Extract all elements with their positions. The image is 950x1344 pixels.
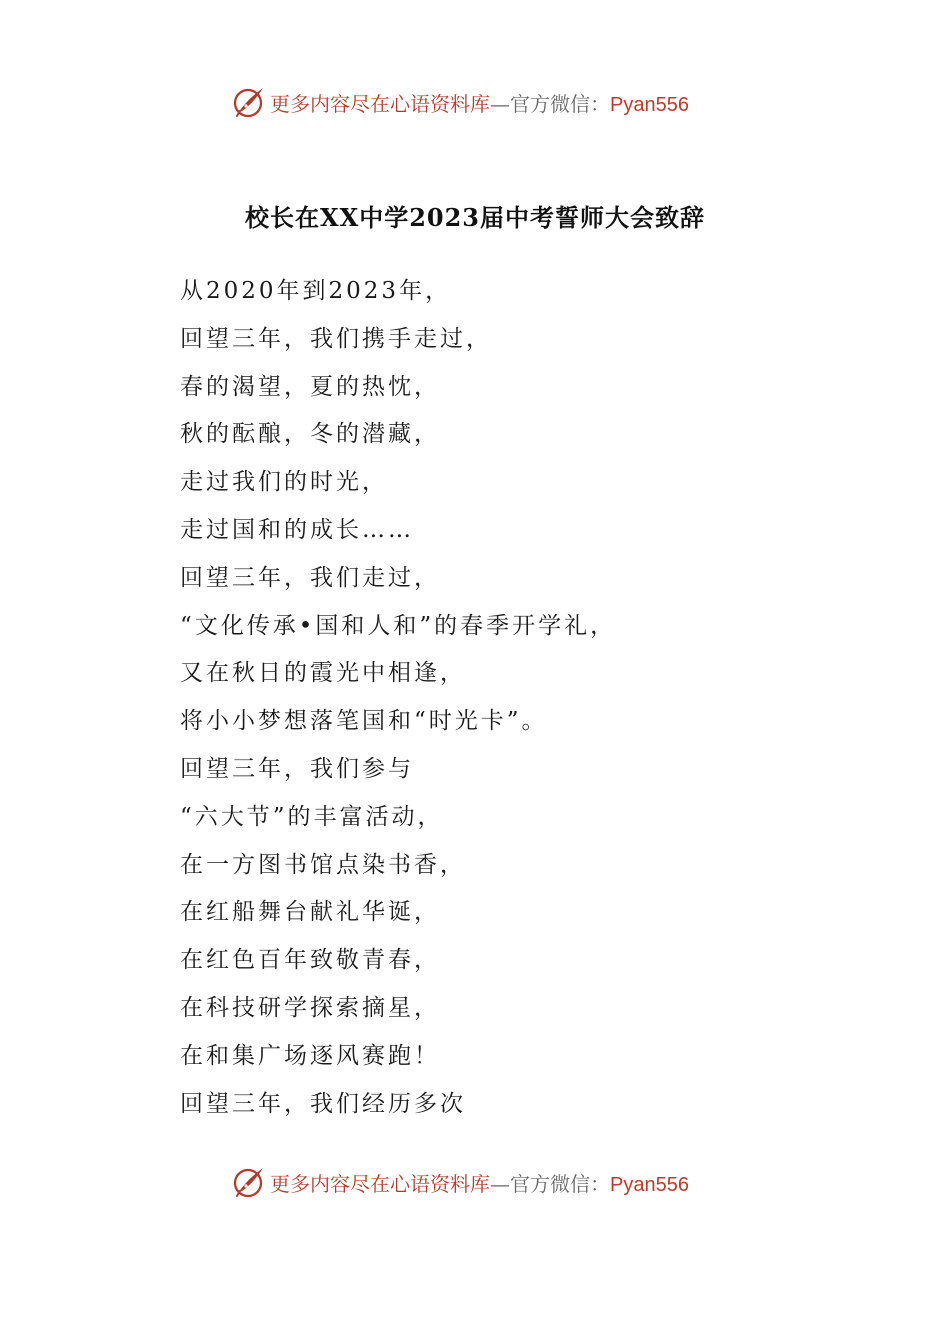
- quill-pen-logo-icon: [230, 1164, 266, 1200]
- banner-wechat-label: —官方微信：: [490, 91, 610, 116]
- text-line: “六大节”的丰富活动，: [180, 803, 444, 830]
- text-line: 回望三年，我们经历多次: [180, 1090, 466, 1117]
- banner-site-name: 更多内容尽在心语资料库: [270, 91, 490, 116]
- quill-pen-logo-icon: [230, 84, 266, 120]
- banner-site-name: 更多内容尽在心语资料库: [270, 1171, 490, 1196]
- text-line: 回望三年，我们走过，: [180, 564, 440, 591]
- text-line: “文化传承•国和人和”的春季开学礼，: [180, 612, 617, 639]
- text-line: 在红色百年致敬青春，: [180, 947, 440, 974]
- text-line: 在红船舞台献礼华诞，: [180, 899, 440, 926]
- text-line: 春的渴望，夏的热忱，: [180, 373, 440, 400]
- text-line: 回望三年，我们参与: [180, 755, 414, 782]
- text-line: 将小小梦想落笔国和“时光卡”。: [180, 708, 548, 735]
- header-banner: [230, 82, 750, 122]
- text-line: 回望三年，我们携手走过，: [180, 325, 492, 352]
- text-line: 在科技研学探索摘星，: [180, 994, 440, 1021]
- text-line: 走过我们的时光，: [180, 469, 388, 496]
- document-title: 校长在XX中学2023届中考誓师大会致辞: [244, 203, 706, 232]
- banner-wechat-handle: Pyan556: [610, 93, 689, 116]
- text-line: 从2020年到2023年，: [180, 278, 452, 304]
- footer-banner: [230, 1162, 750, 1202]
- text-line: 在一方图书馆点染书香，: [180, 851, 466, 878]
- speech-body: [180, 268, 840, 1128]
- text-line: 又在秋日的霞光中相逢，: [180, 660, 466, 687]
- banner-wechat-label: —官方微信：: [490, 1171, 610, 1196]
- text-line: 秋的酝酿，冬的潜藏，: [180, 421, 440, 448]
- text-line: 走过国和的成长……: [180, 516, 414, 543]
- text-line: 在和集广场逐风赛跑！: [180, 1042, 440, 1069]
- banner-wechat-handle: Pyan556: [610, 1173, 689, 1196]
